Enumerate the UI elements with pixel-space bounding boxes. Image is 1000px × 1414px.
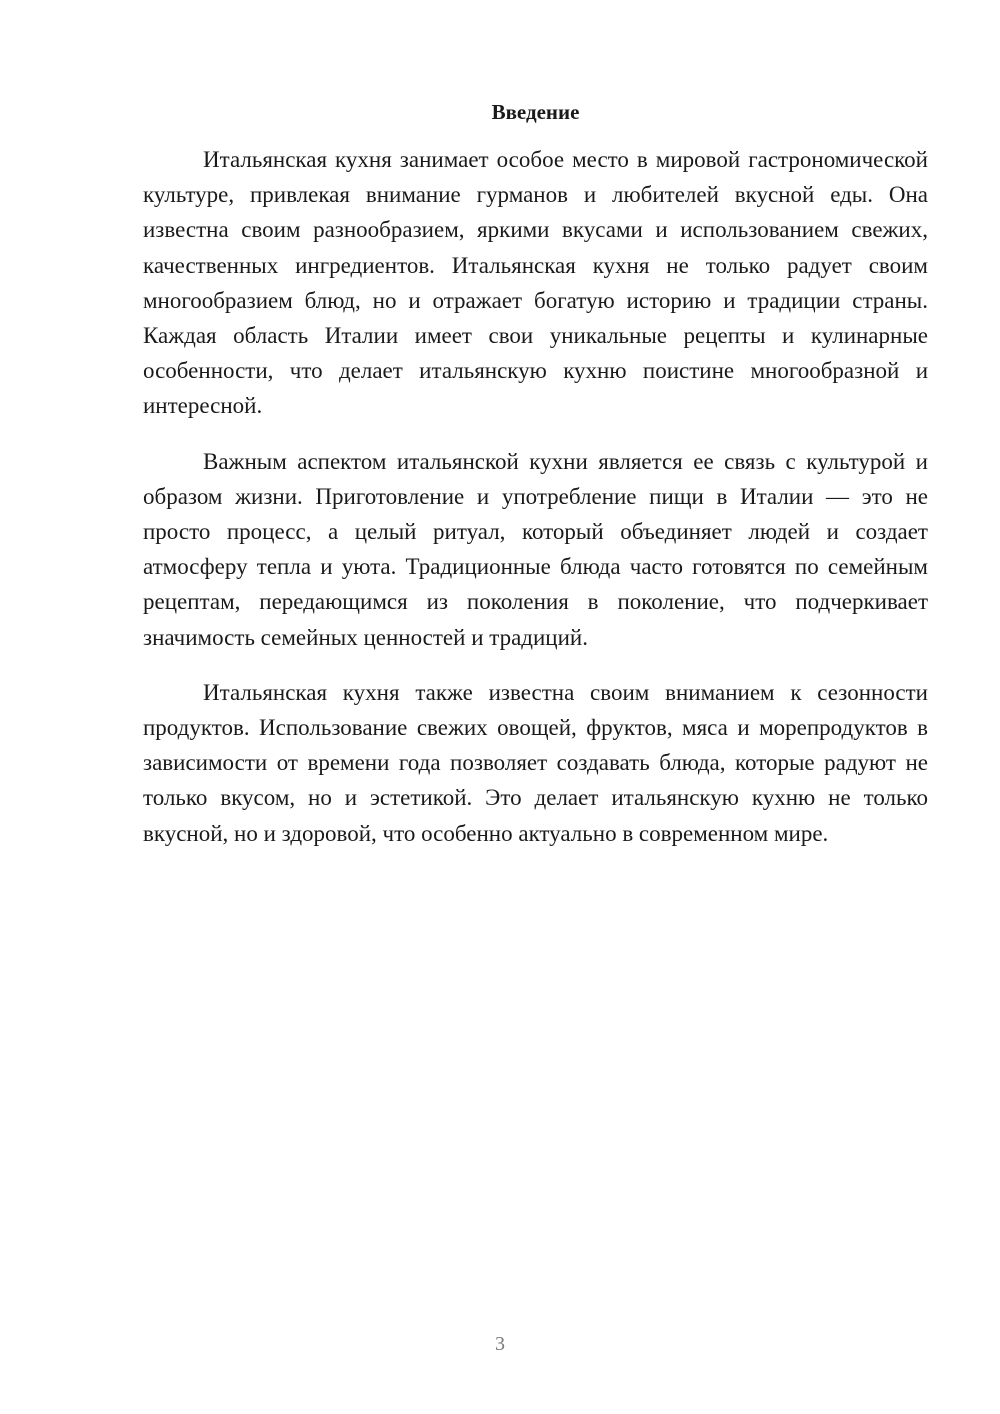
page-number: 3 — [495, 1333, 505, 1355]
paragraph-3: Итальянская кухня также известна своим вниманием к сезонности продуктов. Использование свежих овощей, фруктов, мяса и морепродуктов в зависимости от времени года позволяет создавать блюда, которые радуют не только вкусом, но и эстетикой. Это делает итальянскую кухню не только вкусной, но и здоровой, что особенно актуально в современном мире. — [143, 679, 928, 846]
paragraph-1: Итальянская кухня занимает особое место в мировой гастрономической культуре, привлекая внимание гурманов и любителей вкусной еды. Она известна своим разнообразием, яркими вкусами и использованием свежих, качественных ингредиентов. Итальянская кухня не только радует своим многообразием блюд, но и отражает богатую историю и традиции страны. Каждая область Италии имеет свои уникальные рецепты и кулинарные особенности, что делает итальянскую кухню поистине многообразной и интересной. — [143, 147, 928, 419]
paragraph-2: Важным аспектом итальянской кухни является ее связь с культурой и образом жизни. Приготовление и употребление пищи в Италии — это не просто процесс, а целый ритуал, который объединяет людей и создает атмосферу тепла и уюта. Традиционные блюда часто готовятся по семейным рецептам, передающимся из поколения в поколение, что подчеркивает значимость семейных ценностей и традиций. — [143, 448, 928, 650]
document-body — [143, 142, 928, 871]
page-title: Введение — [491, 100, 580, 124]
